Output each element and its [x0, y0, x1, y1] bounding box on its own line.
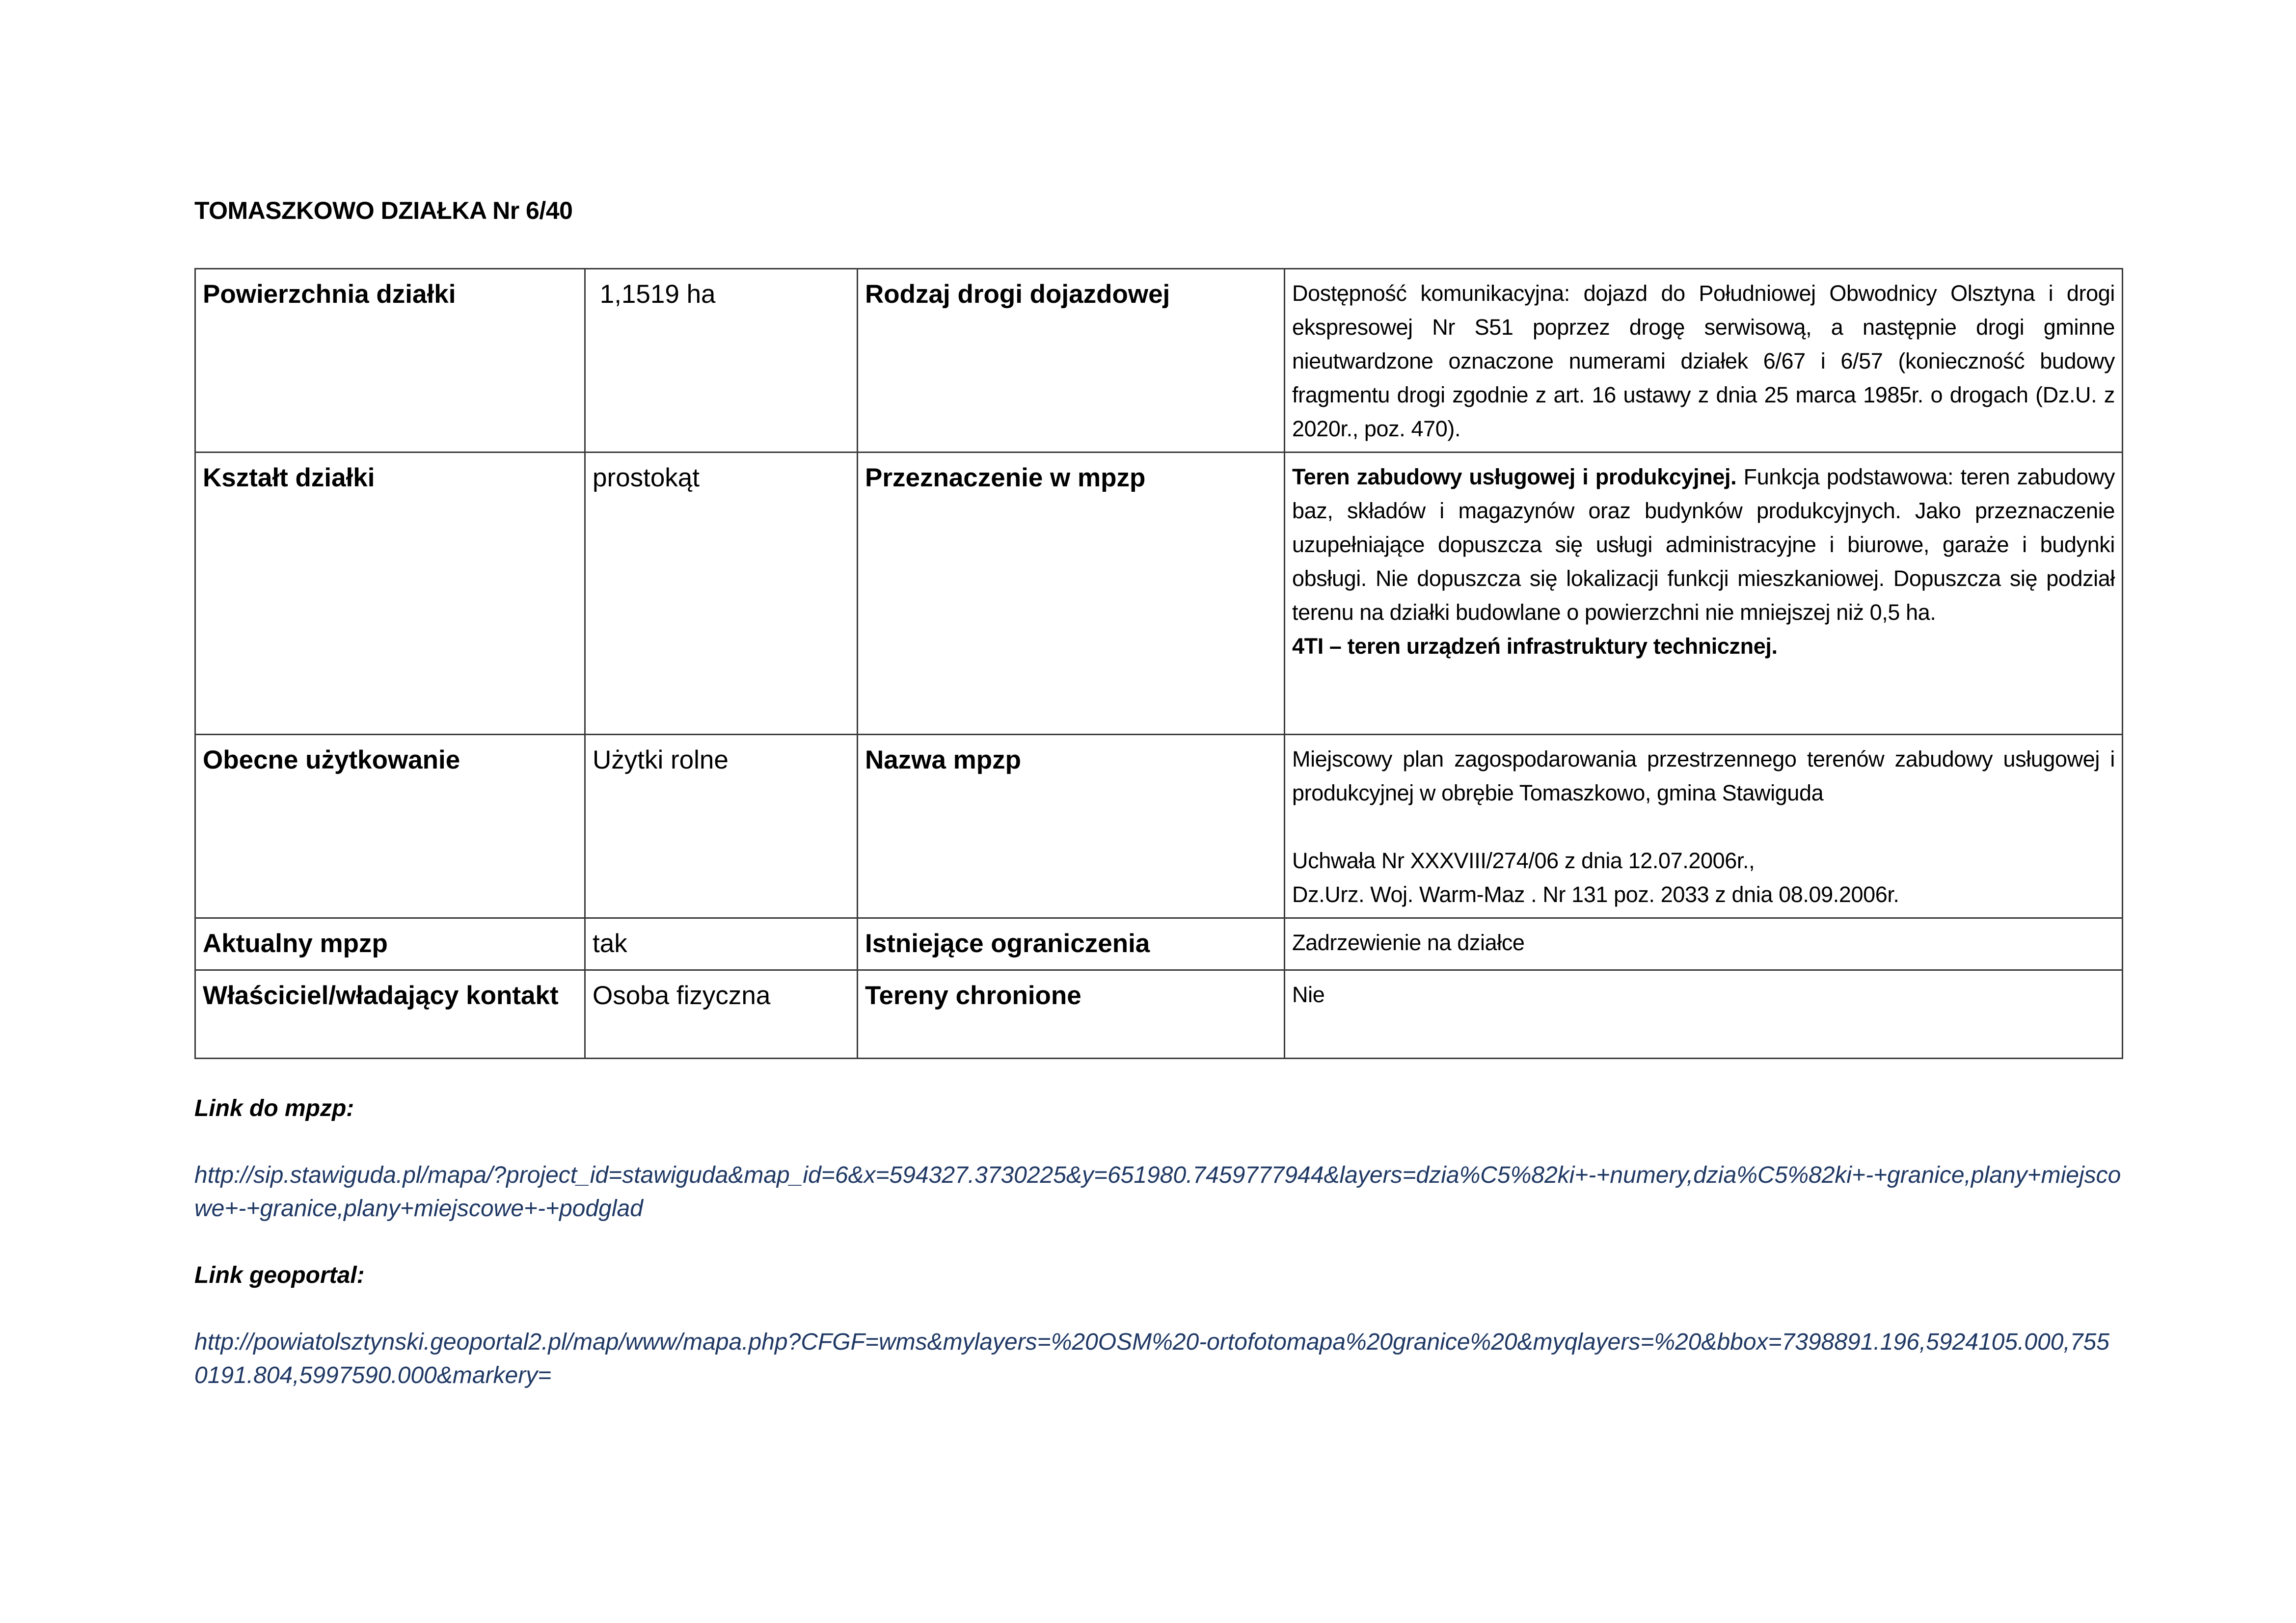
plan-name-text: Miejscowy plan zagospodarowania przestrzennego terenów zabudowy usługowej i produkcyjnej w obrębie Tomaszkowo, gmina Stawiguda — [1292, 746, 2115, 805]
geoportal-link-label: Link geoportal: — [194, 1262, 365, 1288]
desc-protected-areas: Nie — [1285, 970, 2123, 1059]
purpose-heading: Teren zabudowy usługowej i produkcyjnej. — [1292, 464, 1737, 489]
label-purpose: Przeznaczenie w mpzp — [858, 452, 1285, 735]
label-access-road: Rodzaj drogi dojazdowej — [858, 269, 1285, 452]
purpose-infrastructure: 4TI – teren urządzeń infrastruktury technicznej. — [1292, 634, 1778, 659]
value-area: 1,1519 ha — [585, 269, 858, 452]
mpzp-link-label: Link do mpzp: — [194, 1095, 354, 1121]
table-row — [195, 452, 2123, 735]
geoportal-link[interactable]: http://powiatolsztynski.geoportal2.pl/map/www/mapa.php?CFGF=wms&mylayers=%20OSM%20-ortofotomapa%20granice%20&myqlayers=%20&bbox=7398891.196,5924105.000,7550191.804,5997590.000&markery= — [194, 1329, 2109, 1388]
value-current-use: Użytki rolne — [585, 735, 858, 918]
label-protected-areas: Tereny chronione — [858, 970, 1285, 1059]
label-owner: Właściciel/władający kontakt — [195, 970, 585, 1059]
links-section — [194, 1092, 2122, 1392]
value-current-plan: tak — [585, 918, 858, 970]
label-shape: Kształt działki — [195, 452, 585, 735]
desc-restrictions: Zadrzewienie na działce — [1285, 918, 2123, 970]
desc-plan-name — [1285, 735, 2123, 918]
page-title: TOMASZKOWO DZIAŁKA Nr 6/40 — [194, 197, 573, 224]
value-shape: prostokąt — [585, 452, 858, 735]
label-current-use: Obecne użytkowanie — [195, 735, 585, 918]
value-owner: Osoba fizyczna — [585, 970, 858, 1059]
label-restrictions: Istniejące ograniczenia — [858, 918, 1285, 970]
table-row — [195, 735, 2123, 918]
desc-access-road: Dostępność komunikacyjna: dojazd do Południowej Obwodnicy Olsztyna i drogi ekspresowej Nr S51 poprzez drogę serwisową, a następnie drogi gminne nieutwardzone oznaczone numerami działek 6/67 i 6/57 (konieczność budowy fragmentu drogi zgodnie z art. 16 ustawy z dnia 25 marca 1985r. o drogach (Dz.U. z 2020r., poz. 470). — [1285, 269, 2123, 452]
table-row — [195, 970, 2123, 1059]
label-area: Powierzchnia działki — [195, 269, 585, 452]
plot-info-table — [194, 268, 2123, 1059]
table-row — [195, 918, 2123, 970]
table-row — [195, 269, 2123, 452]
mpzp-link[interactable]: http://sip.stawiguda.pl/mapa/?project_id=stawiguda&map_id=6&x=594327.3730225&y=651980.7459777944&layers=dzia%C5%82ki+-+numery,dzia%C5%82ki+-+granice,plany+miejscowe+-+granice,plany+miejscowe+-+podglad — [194, 1162, 2121, 1222]
label-plan-name: Nazwa mpzp — [858, 735, 1285, 918]
label-current-plan: Aktualny mpzp — [195, 918, 585, 970]
desc-purpose — [1285, 452, 2123, 735]
plan-resolution: Uchwała Nr XXXVIII/274/06 z dnia 12.07.2006r., — [1292, 848, 1755, 873]
plan-journal: Dz.Urz. Woj. Warm-Maz . Nr 131 poz. 2033 z dnia 08.09.2006r. — [1292, 882, 1899, 907]
purpose-text: Funkcja podstawowa: teren zabudowy baz, składów i magazynów oraz budynków produkcyjnych. Jako przeznaczenie uzupełniające dopuszcza się usługi administracyjne i biurowe, garaże i budynki obsługi. Nie dopuszcza się lokalizacji funkcji mieszkaniowej. Dopuszcza się podział terenu na działki budowlane o powierzchni nie mniejszej niż 0,5 ha. — [1292, 464, 2115, 625]
